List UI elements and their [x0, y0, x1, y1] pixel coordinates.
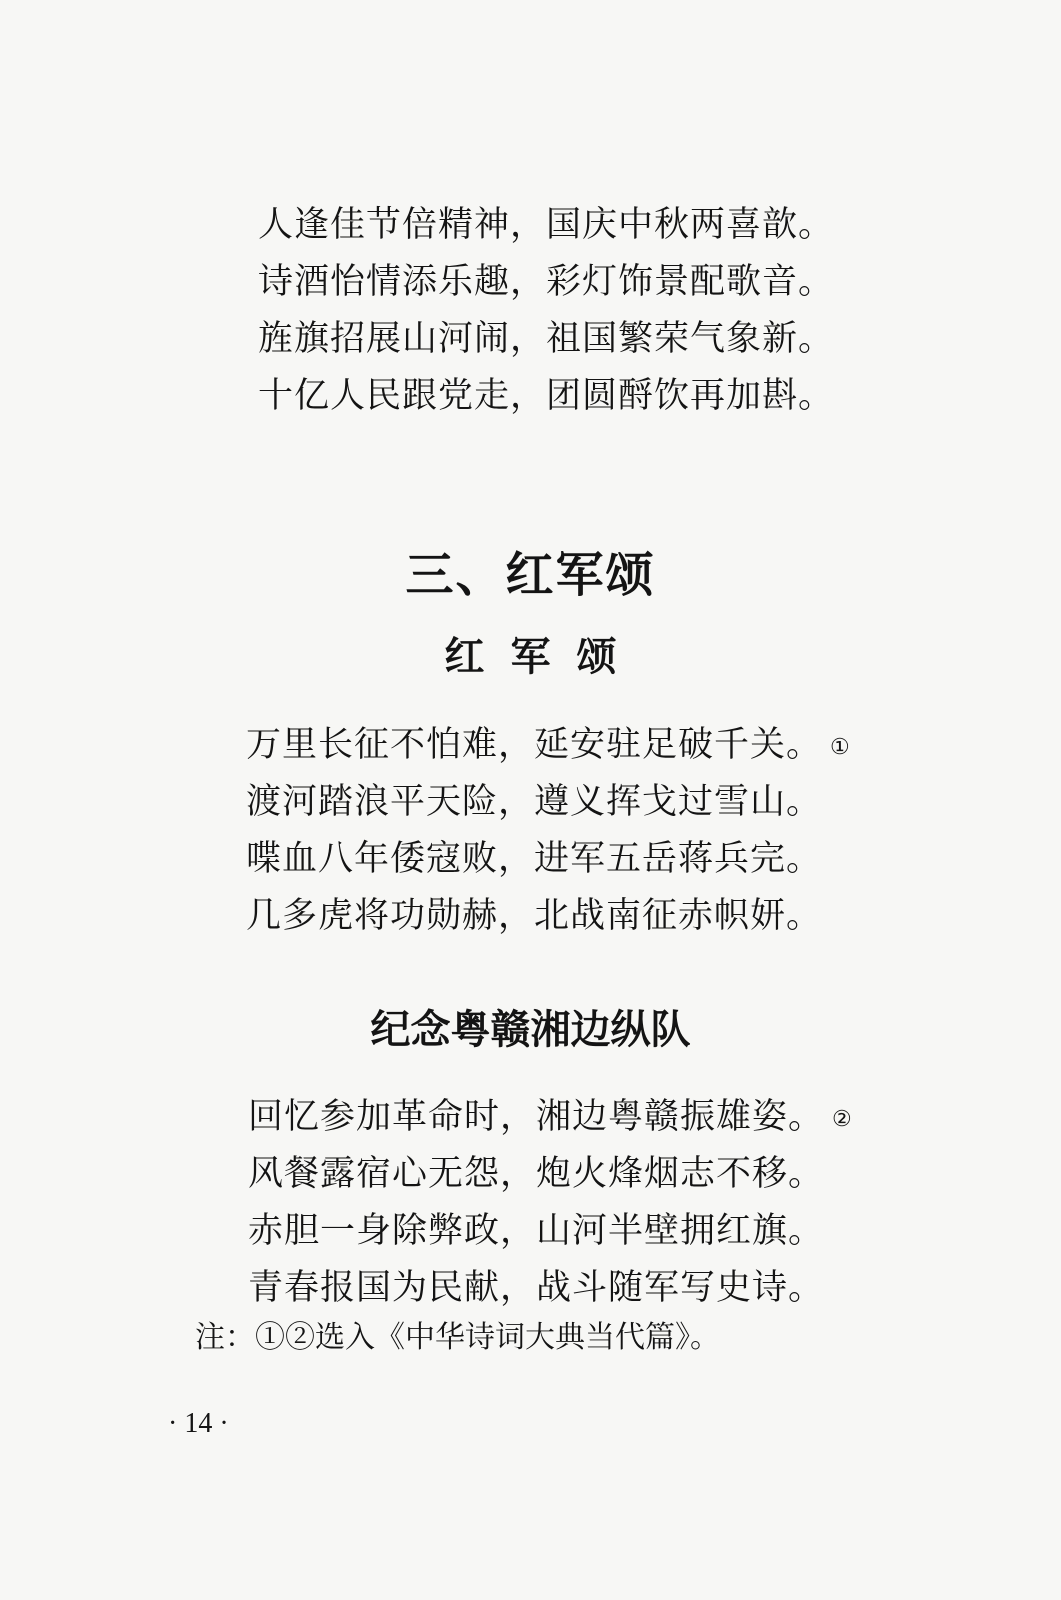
poem-line: 十亿人民跟党走，团圆酹饮再加斟。: [258, 376, 835, 416]
poem-line: 旌旗招展山河闹，祖国繁荣气象新。: [258, 319, 835, 359]
poem-title-column: 纪念粤赣湘边纵队: [370, 1007, 691, 1053]
poem-line: 青春报国为民献，战斗随军写史诗。: [248, 1268, 825, 1308]
poem-line: [248, 1097, 853, 1140]
footnote: 注：①②选入《中华诗词大典当代篇》。: [195, 1320, 720, 1355]
page-number: · 14 ·: [168, 1408, 229, 1439]
poem-line-text: 万里长征不怕难，延安驻足破千关。: [246, 725, 823, 765]
poem-line: 喋血八年倭寇败，进军五岳蒋兵完。: [246, 839, 823, 879]
section-heading: 三、红军颂: [405, 547, 656, 603]
poem-line: 赤胆一身除弊政，山河半壁拥红旗。: [248, 1211, 825, 1251]
note-marker: ②: [832, 1107, 853, 1132]
poem-line: 人逢佳节倍精神，国庆中秋两喜歆。: [258, 205, 835, 245]
note-marker: ①: [830, 735, 851, 760]
poem-line: 风餐露宿心无怨，炮火烽烟志不移。: [248, 1154, 825, 1194]
poem-title-red-army: 红军颂: [444, 634, 643, 680]
poem-line: [246, 725, 851, 768]
poem-line-text: 回忆参加革命时，湘边粤赣振雄姿。: [248, 1097, 825, 1137]
poem-line: 几多虎将功勋赫，北战南征赤帜妍。: [246, 896, 823, 936]
poem-line: 诗酒怡情添乐趣，彩灯饰景配歌音。: [258, 262, 835, 302]
poem-line: 渡河踏浪平天险，遵义挥戈过雪山。: [246, 782, 823, 822]
